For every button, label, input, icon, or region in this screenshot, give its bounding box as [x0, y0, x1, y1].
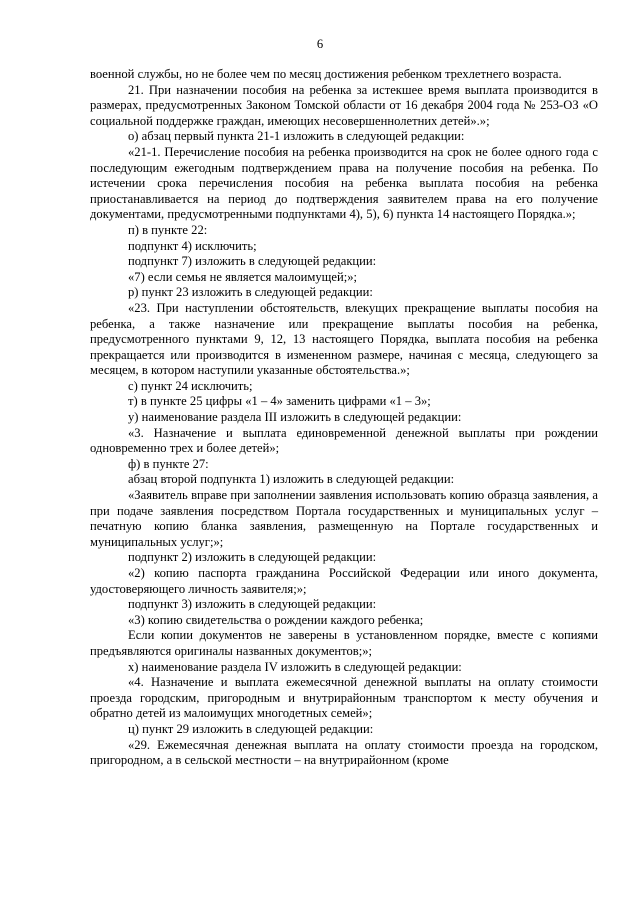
paragraph: «2) копию паспорта гражданина Российской Федерации или иного документа, удостоверяющего личность заявителя;»; [90, 566, 598, 596]
paragraph: 21. При назначении пособия на ребенка за истекшее время выплата производится в размерах, предусмотренных Законом Томской области от 16 декабря 2004 года № 253-ОЗ «О социальной поддержке граждан, имеющих несовершеннолетних детей».»; [90, 82, 598, 128]
paragraph: р) пункт 23 изложить в следующей редакции: [128, 285, 373, 300]
paragraph: «Заявитель вправе при заполнении заявления использовать копию образца заявления, а при подаче заявления посредством Портала государственных и муниципальных услуг – печатную копию бланка заявления, размещенную на Портале государственных и муниципальных услуг;»; [90, 488, 598, 549]
paragraph: «3) копию свидетельства о рождении каждого ребенка; [128, 612, 424, 627]
paragraph: «29. Ежемесячная денежная выплата на оплату стоимости проезда на городском, пригородном, а в сельской местности – на внутрирайонном (кроме [90, 737, 598, 768]
paragraph: «23. При наступлении обстоятельств, влекущих прекращение выплаты пособия на ребенка, а также назначение или прекращение выплаты пособия на ребенка, предусмотренного пунктами 9, 12, 13 настоящего Порядка, выплата пособия на ребенка прекращается или производится в измененном размере, начиная с месяца, следующего за месяцем, в котором наступили указанные обстоятельства.»; [90, 300, 598, 378]
paragraph: «7) если семья не является малоимущей;»; [128, 269, 357, 284]
paragraph: «3. Назначение и выплата единовременной денежной выплаты при рождении одновременно трех и более детей»; [90, 425, 598, 456]
paragraph: военной службы, но не более чем по месяц достижения ребенком трехлетнего возраста. [90, 67, 562, 81]
paragraph: подпункт 7) изложить в следующей редакции: [128, 254, 377, 269]
paragraph: подпункт 3) изложить в следующей редакции: [128, 597, 377, 612]
paragraph: т) в пункте 25 цифры «1 – 4» заменить цифрами «1 – 3»; [128, 394, 431, 409]
paragraph: подпункт 2) изложить в следующей редакции: [128, 550, 377, 565]
document-body [90, 67, 598, 769]
paragraph: Если копии документов не заверены в установленном порядке, вместе с копиями предъявляются оригиналы названных документов;»; [90, 628, 598, 658]
page-number: 6 [316, 37, 324, 51]
paragraph: о) абзац первый пункта 21-1 изложить в следующей редакции: [128, 129, 465, 144]
paragraph: «21-1. Перечисление пособия на ребенка производится на срок не более одного года с последующим ежегодным подтверждением права на получение пособия на ребенка. По истечении срока перечисления пособия на ребенка выплата пособия на ребенка приостанавливается на период до подтверждения заявителем права на его получение документами, предусмотренными подпунктами 4), 5), 6) пункта 14 настоящего Порядка.»; [90, 144, 598, 222]
paragraph: «4. Назначение и выплата ежемесячной денежной выплаты на оплату стоимости проезда городским, пригородным и внутрирайонным транспортом к месту обучения и обратно детей из малоимущих многодетных семей»; [90, 675, 598, 721]
paragraph: с) пункт 24 исключить; [128, 378, 253, 393]
paragraph: у) наименование раздела III изложить в следующей редакции: [128, 410, 462, 425]
paragraph: абзац второй подпункта 1) изложить в следующей редакции: [128, 472, 455, 487]
paragraph: ф) в пункте 27: [128, 456, 209, 471]
paragraph: х) наименование раздела IV изложить в следующей редакции: [128, 659, 462, 674]
paragraph: подпункт 4) исключить; [128, 238, 257, 253]
paragraph: п) в пункте 22: [128, 222, 208, 237]
paragraph: ц) пункт 29 изложить в следующей редакции: [128, 721, 374, 736]
